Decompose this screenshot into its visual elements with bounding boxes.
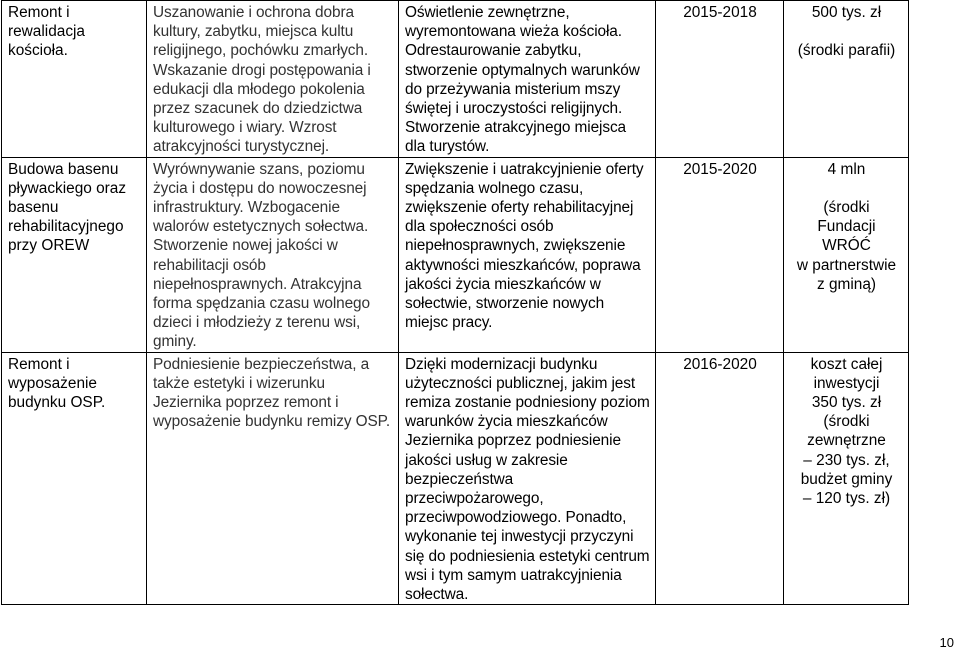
cost-line: – 120 tys. zł) bbox=[802, 490, 891, 508]
task-cell: Budowa basenu pływackiego oraz basenu rehabilitacyjnego przy OREW bbox=[2, 157, 147, 352]
projects-table bbox=[1, 0, 909, 605]
table-row bbox=[2, 352, 909, 605]
effects-cell: Dzięki modernizacji budynku użyteczności publicznej, jakim jest remiza zostanie podniesiony poziom warunków życia mieszkańców Jeziernika poprzez podniesienie jakości usług w zakresie bezpieczeństwa przeciwpożarowego, przeciwpowodziowego. Ponadto, wykonanie tej inwestycji przyczyni się do podniesienia estetyki centrum wsi i tym samym uatrakcyjnienia sołectwa. bbox=[399, 352, 656, 605]
cost-cell bbox=[784, 352, 909, 605]
cost-line bbox=[790, 22, 903, 41]
cost-cell bbox=[784, 1, 909, 158]
cost-line: – 230 tys. zł, bbox=[803, 451, 890, 469]
cost-line: Fundacji bbox=[817, 218, 876, 236]
cost-line: z gminą) bbox=[816, 275, 876, 293]
goals-cell: Uszanowanie i ochrona dobra kultury, zabytku, miejsca kultu religijnego, pochówku zmarłych. Wskazanie drogi postępowania i edukacji dla młodego pokolenia przez szacunek do dziedzictwa kulturowego i wiary. Wzrost atrakcyjności turystycznej. bbox=[147, 1, 399, 158]
cost-line: WRÓĆ bbox=[822, 237, 871, 255]
cost-line: w partnerstwie bbox=[796, 256, 897, 274]
cost-line: 500 tys. zł bbox=[811, 4, 882, 21]
goals-cell: Podniesienie bezpieczeństwa, a także estetyki i wizerunku Jeziernika poprzez remont i wyposażenie budynku remizy OSP. bbox=[147, 352, 399, 605]
table-row bbox=[2, 157, 909, 352]
years-cell: 2015-2018 bbox=[656, 1, 784, 158]
cost-line: (środki bbox=[823, 413, 870, 431]
cost-line: (środki bbox=[823, 199, 870, 217]
page-number: 10 bbox=[939, 635, 954, 650]
cost-line: inwestycji bbox=[813, 374, 880, 392]
cost-line: (środki parafii) bbox=[797, 42, 896, 60]
effects-cell: Oświetlenie zewnętrzne, wyremontowana wieża kościoła. Odrestaurowanie zabytku, stworzenie optymalnych warunków do przeżywania misterium mszy świętej i uroczystości religijnych. Stworzenie atrakcyjnego miejsca dla turystów. bbox=[399, 1, 656, 158]
task-cell: Remont i rewalidacja kościoła. bbox=[2, 1, 147, 158]
table-row bbox=[2, 1, 909, 158]
cost-line: budżet gminy bbox=[800, 470, 893, 488]
effects-cell: Zwiększenie i uatrakcyjnienie oferty spędzania wolnego czasu, zwiększenie oferty rehabilitacyjnej dla społeczności osób niepełnosprawnych, zwiększenie aktywności mieszkańców, poprawa jakości życia mieszkańców w sołectwie, stworzenie nowych miejsc pracy. bbox=[399, 157, 656, 352]
cost-line: 4 mln bbox=[827, 160, 866, 178]
cost-line: koszt całej bbox=[810, 355, 883, 373]
years-cell: 2015-2020 bbox=[656, 157, 784, 352]
goals-cell: Wyrównywanie szans, poziomu życia i dostępu do nowoczesnej infrastruktury. Wzbogacenie walorów estetycznych sołectwa. Stworzenie nowej jakości w rehabilitacji osób niepełnosprawnych. Atrakcyjna forma spędzania czasu wolnego dzieci i młodzieży z terenu wsi, gminy. bbox=[147, 157, 399, 352]
cost-line bbox=[790, 179, 903, 198]
cost-cell bbox=[784, 157, 909, 352]
years-cell: 2016-2020 bbox=[656, 352, 784, 605]
task-cell: Remont i wyposażenie budynku OSP. bbox=[2, 352, 147, 605]
cost-line: zewnętrzne bbox=[807, 432, 886, 450]
cost-line: 350 tys. zł bbox=[811, 394, 882, 412]
